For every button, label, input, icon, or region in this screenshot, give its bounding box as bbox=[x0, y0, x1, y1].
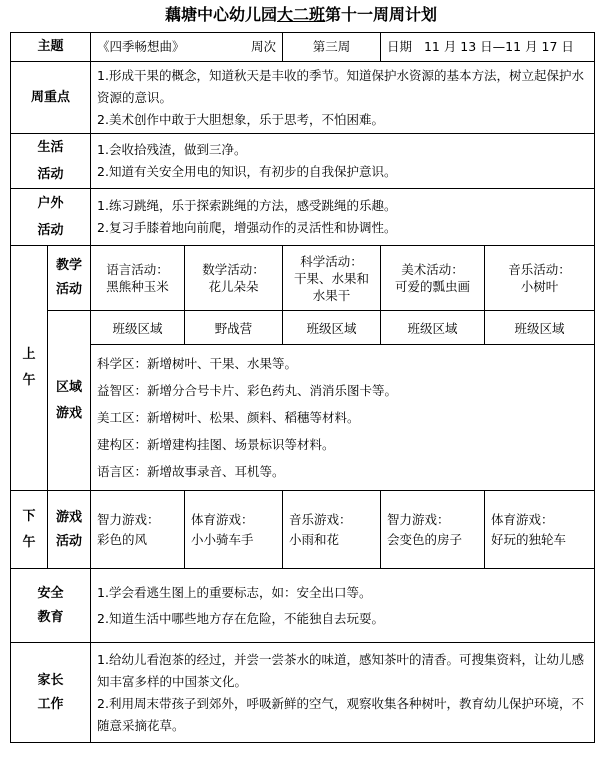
teaching-item-math: 数学活动： 花儿朵朵 bbox=[185, 246, 283, 311]
date-value: 11 月 13 日—11 月 17 日 bbox=[423, 39, 574, 54]
life-activity-line-2: 2.知道有关安全用电的知识，有初步的自我保护意识。 bbox=[97, 164, 397, 179]
week-label: 周次 bbox=[251, 39, 277, 54]
safety-content bbox=[91, 569, 595, 643]
area-detail-language: 语言区：新增故事录音、耳机等。 bbox=[97, 464, 285, 479]
weekly-focus-label: 周重点 bbox=[11, 62, 91, 134]
outdoor-activity-content bbox=[91, 189, 595, 246]
outdoor-activity-row bbox=[11, 189, 595, 246]
parents-line-2: 2.利用周末带孩子到郊外，呼吸新鲜的空气，观察收集各种树叶，教育幼儿保护环境，不随意采摘花草。 bbox=[97, 695, 584, 733]
parents-line-1: 1.给幼儿看泡茶的经过，并尝一尝茶水的味道，感知茶叶的清香。可搜集资料，让幼儿感知丰富多样的中国茶文化。 bbox=[97, 651, 584, 689]
afternoon-row bbox=[11, 491, 595, 569]
parents-label: 家长 工作 bbox=[11, 643, 91, 743]
afternoon-game-5: 体育游戏： 好玩的独轮车 bbox=[485, 491, 595, 569]
teaching-item-language: 语言活动： 黑熊种玉米 bbox=[91, 246, 185, 311]
area-detail-art: 美工区：新增树叶、松果、颜料、稻穗等材料。 bbox=[97, 410, 360, 425]
header-row bbox=[11, 33, 595, 62]
area-venue-3: 班级区域 bbox=[283, 311, 381, 345]
afternoon-game-2: 体育游戏： 小小骑车手 bbox=[185, 491, 283, 569]
safety-label: 安全 教育 bbox=[11, 569, 91, 643]
week-value: 第三周 bbox=[283, 33, 381, 62]
safety-line-2: 2.知道生活中哪些地方存在危险，不能独自去玩耍。 bbox=[97, 610, 384, 626]
area-detail-construction: 建构区：新增建构挂图、场景标识等材料。 bbox=[97, 437, 335, 452]
life-activity-label: 生活 活动 bbox=[11, 134, 91, 189]
morning-label: 上 午 bbox=[11, 246, 48, 491]
teaching-activity-row bbox=[11, 246, 595, 311]
date-label: 日期 bbox=[387, 39, 413, 54]
life-activity-content bbox=[91, 134, 595, 189]
area-detail-science: 科学区：新增树叶、干果、水果等。 bbox=[97, 356, 298, 371]
afternoon-game-1: 智力游戏： 彩色的风 bbox=[91, 491, 185, 569]
area-details bbox=[91, 345, 595, 491]
teaching-item-art: 美术活动： 可爱的瓢虫画 bbox=[381, 246, 485, 311]
afternoon-games-label: 游戏 活动 bbox=[48, 491, 91, 569]
teaching-activity-label: 教学 活动 bbox=[48, 246, 91, 311]
weekly-plan-table bbox=[10, 32, 595, 743]
afternoon-game-3: 音乐游戏： 小雨和花 bbox=[283, 491, 381, 569]
title-prefix: 藕塘中心幼儿园 bbox=[164, 5, 277, 24]
theme-label: 主题 bbox=[11, 33, 91, 62]
area-games-label: 区域 游戏 bbox=[48, 311, 91, 491]
teaching-item-music: 音乐活动： 小树叶 bbox=[485, 246, 595, 311]
afternoon-game-4: 智力游戏： 会变色的房子 bbox=[381, 491, 485, 569]
weekly-focus-line-2: 2.美术创作中敢于大胆想象，乐于思考，不怕困难。 bbox=[97, 111, 384, 127]
page-title bbox=[0, 0, 602, 32]
title-class-name: 大二班 bbox=[276, 5, 325, 24]
area-details-row bbox=[11, 345, 595, 491]
weekly-focus-line-1: 1.形成干果的概念，知道秋天是丰收的季节。知道保护水资源的基本方法，树立起保护水资源的意识。 bbox=[97, 67, 584, 105]
date-cell bbox=[381, 33, 595, 62]
area-venue-2: 野战营 bbox=[185, 311, 283, 345]
outdoor-activity-line-2: 2.复习手膝着地向前爬，增强动作的灵活性和协调性。 bbox=[97, 220, 397, 235]
outdoor-activity-line-1: 1.练习跳绳，乐于探索跳绳的方法，感受跳绳的乐趣。 bbox=[97, 198, 397, 213]
area-detail-puzzle: 益智区：新增分合号卡片、彩色药丸、消消乐图卡等。 bbox=[97, 383, 398, 398]
weekly-focus-content bbox=[91, 62, 595, 134]
safety-line-1: 1.学会看逃生图上的重要标志，如：安全出口等。 bbox=[97, 584, 372, 600]
life-activity-line-1: 1.会收拾残渣，做到三净。 bbox=[97, 142, 247, 157]
parents-content bbox=[91, 643, 595, 743]
area-venue-4: 班级区域 bbox=[381, 311, 485, 345]
life-activity-row bbox=[11, 134, 595, 189]
area-venue-row bbox=[11, 311, 595, 345]
area-venue-1: 班级区域 bbox=[91, 311, 185, 345]
afternoon-label: 下 午 bbox=[11, 491, 48, 569]
theme-value: 《四季畅想曲》 周次 bbox=[91, 33, 283, 62]
teaching-item-science: 科学活动： 干果、水果和 水果干 bbox=[283, 246, 381, 311]
weekly-focus-row bbox=[11, 62, 595, 134]
safety-row bbox=[11, 569, 595, 643]
outdoor-activity-label: 户外 活动 bbox=[11, 189, 91, 246]
parents-row bbox=[11, 643, 595, 743]
area-venue-5: 班级区域 bbox=[485, 311, 595, 345]
title-suffix: 第十一周周计划 bbox=[325, 5, 438, 24]
